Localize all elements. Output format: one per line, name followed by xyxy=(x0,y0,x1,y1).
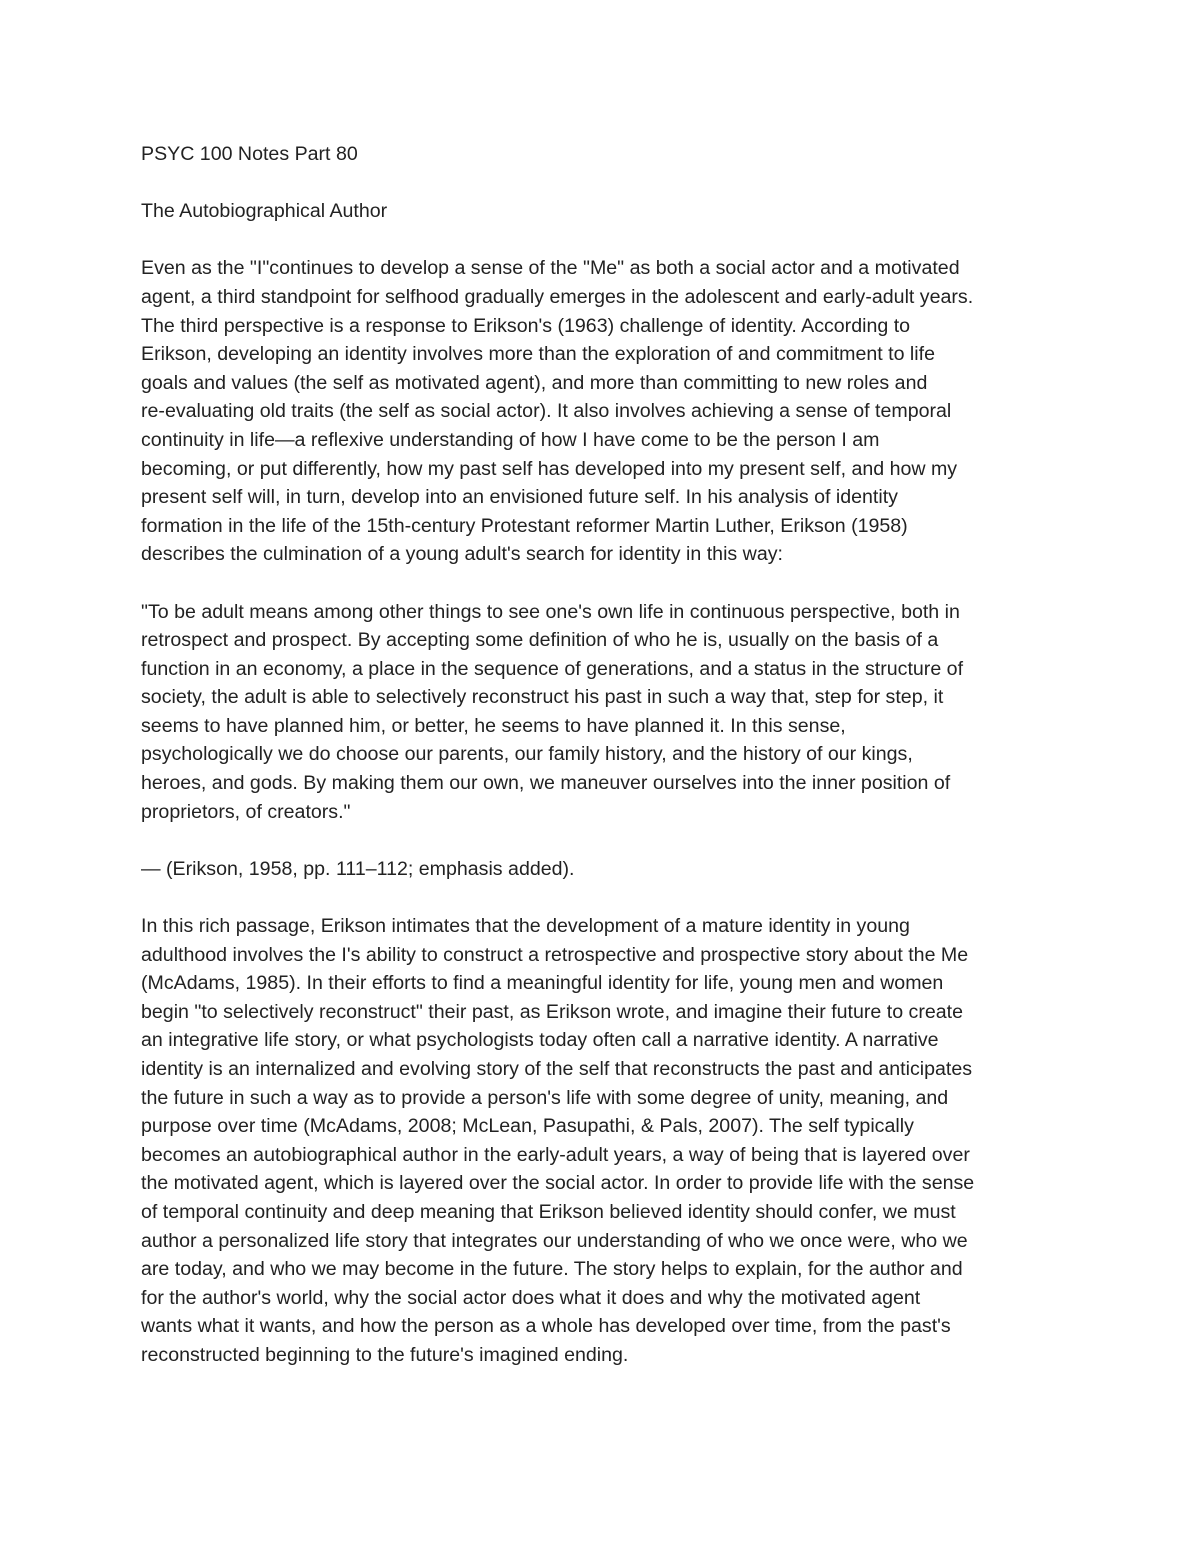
text-line: the future in such a way as to provide a person's life with some degree of unity, meaning, and xyxy=(141,1086,949,1109)
text-line: retrospect and prospect. By accepting some definition of who he is, usually on the basis of a xyxy=(141,629,939,652)
paragraph-intro xyxy=(141,254,1061,569)
text-line: society, the adult is able to selectively reconstruct his past in such a way that, step for step, it xyxy=(141,686,944,709)
text-line: becomes an autobiographical author in the early-adult years, a way of being that is layered over xyxy=(141,1143,970,1166)
text-line: of temporal continuity and deep meaning that Erikson believed identity should confer, we must xyxy=(141,1200,956,1223)
text-line: identity is an internalized and evolving story of the self that reconstructs the past and anticipates xyxy=(141,1058,973,1080)
text-line: In this rich passage, Erikson intimates that the development of a mature identity in young xyxy=(141,915,910,938)
text-line: the motivated agent, which is layered over the social actor. In order to provide life with the sense xyxy=(141,1172,975,1195)
document-body xyxy=(141,140,1061,1398)
text-line: purpose over time (McAdams, 2008; McLean, Pasupathi, & Pals, 2007). The self typically xyxy=(141,1115,914,1138)
text-line: goals and values (the self as motivated agent), and more than committing to new roles and xyxy=(141,371,928,394)
text-line: function in an economy, a place in the sequence of generations, and a status in the structure of xyxy=(141,657,964,680)
text-line: Erikson, developing an identity involves more than the exploration of and commitment to life xyxy=(141,343,935,366)
text-line: are today, and who we may become in the future. The story helps to explain, for the author and xyxy=(141,1258,963,1281)
text-line: (McAdams, 1985). In their efforts to find a meaningful identity for life, young men and women xyxy=(141,972,944,995)
text-line: for the author's world, why the social actor does what it does and why the motivated agent xyxy=(141,1286,921,1309)
quote-citation: — (Erikson, 1958, pp. 111–112; emphasis added). xyxy=(141,857,575,880)
text-line: author a personalized life story that integrates our understanding of who we once were, who we xyxy=(141,1229,968,1252)
paragraph-narrative-identity xyxy=(141,912,1061,1370)
text-line: heroes, and gods. By making them our own, we maneuver ourselves into the inner position of xyxy=(141,772,951,795)
text-line: an integrative life story, or what psychologists today often call a narrative identity. A narrative xyxy=(141,1029,939,1052)
text-line: Even as the "I"continues to develop a sense of the "Me" as both a social actor and a motivated xyxy=(141,257,960,280)
text-line: formation in the life of the 15th-century Protestant reformer Martin Luther, Erikson (1958) xyxy=(141,514,908,537)
section-heading: The Autobiographical Author xyxy=(141,200,388,223)
text-line: re-evaluating old traits (the self as social actor). It also involves achieving a sense of temporal xyxy=(141,400,952,423)
text-line: psychologically we do choose our parents, our family history, and the history of our kings, xyxy=(141,743,913,766)
text-line: proprietors, of creators." xyxy=(141,800,351,823)
text-line: The third perspective is a response to Erikson's (1963) challenge of identity. According to xyxy=(141,314,911,337)
text-line: seems to have planned him, or better, he seems to have planned it. In this sense, xyxy=(141,714,846,737)
block-quote xyxy=(141,598,1061,827)
text-line: "To be adult means among other things to see one's own life in continuous perspective, both in xyxy=(141,600,960,623)
text-line: describes the culmination of a young adult's search for identity in this way: xyxy=(141,543,783,566)
text-line: adulthood involves the I's ability to construct a retrospective and prospective story about the Me xyxy=(141,943,969,966)
text-line: continuity in life—a reflexive understanding of how I have come to be the person I am xyxy=(141,428,880,451)
text-line: reconstructed beginning to the future's imagined ending. xyxy=(141,1343,629,1366)
text-line: present self will, in turn, develop into an envisioned future self. In his analysis of identity xyxy=(141,486,898,509)
document-title: PSYC 100 Notes Part 80 xyxy=(141,143,358,165)
text-line: agent, a third standpoint for selfhood gradually emerges in the adolescent and early-adult years. xyxy=(141,285,974,308)
text-line: wants what it wants, and how the person as a whole has developed over time, from the past's xyxy=(141,1315,951,1338)
text-line: begin "to selectively reconstruct" their past, as Erikson wrote, and imagine their future to create xyxy=(141,1000,964,1023)
text-line: becoming, or put differently, how my past self has developed into my present self, and how my xyxy=(141,457,958,480)
